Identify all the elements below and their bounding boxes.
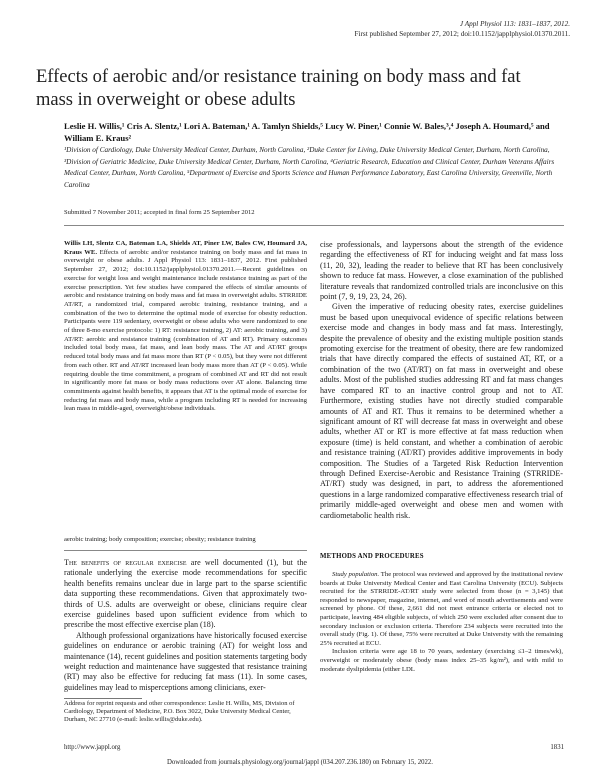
article-title: Effects of aerobic and/or resistance training on body mass and fat mass in overweight or obese adults — [36, 67, 521, 110]
correspondence-footnote: Address for reprint requests and other correspondence: Leslie H. Willis, MS, Division of Cardiology, Department of Medicine, P.O. Box 3022, Duke University Medical Center, Durham, NC 27710 (e-mail: leslie.willis@duke.edu). — [64, 700, 295, 724]
abstract-text: Recent guidelines on exercise for weight loss and weight maintenance include resistance training as part of the exercise prescription. Yet few studies have compared the effects of similar amounts of aerobic and resistance training on body mass and fat mass in overweight adults. STRRIDE AT/RT, a randomized trial, compared aerobic training, resistance training, and a combination of the two to determine the optimal mode of exercise for obesity reduction. Participants were 119 sedentary, overweight or obese adults who were randomized to one of three 8-mo exercise protocols: 1) RT: resistance training, 2) AT: aerobic training, and 3) AT/RT: aerobic and resistance training (combination of AT and RT). Primary outcomes included total body mass, fat mass, and lean body mass. The AT and AT/RT groups reduced total body mass and fat mass more than RT (P < 0.05), but they were not different from each other. RT and AT/RT increased lean body mass more than AT (P < 0.05). While requiring double the time commitment, a program of combined AT and RT did not result in significantly more fat mass or body mass reductions over AT alone. Balancing time commitments against health benefits, it appears that AT is the optimal mode of exercise for reducing fat mass and body mass, while a program including RT is needed for increasing lean mass in middle-aged, overweight/obese individuals. — [64, 266, 307, 413]
running-header — [355, 19, 570, 39]
abstract — [64, 240, 307, 414]
methods-heading: METHODS AND PROCEDURES — [320, 553, 424, 560]
methods-section — [320, 571, 563, 674]
study-population-heading: Study population. — [332, 571, 380, 578]
keywords: aerobic training; body composition; exercise; obesity; resistance training — [64, 536, 256, 543]
published-line: First published September 27, 2012; doi:10.1152/japplphysiol.01370.2011. — [354, 30, 570, 38]
page-number: 1831 — [550, 744, 564, 751]
journal-url[interactable]: http://www.jappl.org — [64, 744, 121, 751]
abstract-citation-authors: Willis LH, Slentz CA, Bateman LA, Shields AT, Piner LW, Bales CW, Houmard JA, Kraus WE. — [64, 240, 307, 256]
footnote-divider — [64, 698, 142, 699]
download-notice: Downloaded from journals.physiology.org/journal/jappl (034.207.236.180) on February 15, 2022. — [167, 759, 433, 766]
journal-citation: J Appl Physiol 113: 1831–1837, 2012. — [459, 20, 570, 28]
intro-paragraph-2: Although professional organizations have historically focused exercise guidelines on endurance or aerobic training (AT) for weight loss and maintenance (14), recent guidelines and position statements targeting body weight reduction and maintenance have suggested that resistance training (RT) may also be effective for reducing fat mass (11). In some cases, guidelines may lead to misperceptions among clinicians, exer- — [64, 630, 307, 692]
header-divider — [64, 225, 564, 226]
intro-paragraph-3: cise professionals, and laypersons about the strength of the evidence regarding the effectiveness of RT for inducing weight and fat mass loss (11, 20, 32), leading the reader to believe that RT has been conclusively shown to reduce fat mass. However, a close examination of the published literature reveals that randomized controlled trials are inconclusive on this point (7, 9, 19, 23, 24, 26). — [320, 240, 563, 302]
methods-paragraph-2: Inclusion criteria were age 18 to 70 years, sedentary (exercising ≤1–2 times/wk), overweight or moderately obese (body mass index 25–35 kg/m²), and with mild to moderate dyslipidemia (either LDL — [320, 648, 563, 673]
intro-lead: The benefits of regular exercise — [64, 558, 187, 567]
intro-paragraph-1: are well documented (1), but the rationale underlying the exercise mode recommendations for specific health benefits remains unclear due in large part to the sparse scientific data supporting these recommendations. Given that approximately two-thirds of U.S. adults are overweight or obese, clinicians require clear exercise guidelines based upon sufficient evidence from which to prescribe the most effective exercise plan (18). — [64, 558, 307, 630]
author-list: Leslie H. Willis,¹ Cris A. Slentz,¹ Lori A. Bateman,¹ A. Tamlyn Shields,⁵ Lucy W. Piner,¹ Connie W. Bales,³,⁴ Joseph A. Houmard,⁵ and William E. Kraus² — [64, 121, 550, 143]
methods-paragraph-1: The protocol was reviewed and approved by the institutional review boards at Duke University Medical Center and East Carolina University (ECU). Subjects recruited for the STRRIDE-AT/RT study were selected from those (n = 3,145) that responded to newspaper, magazine, internet, and word of mouth advertisements and were screened by phone. Of these, 2,661 did not meet entrance criteria or elected not to participate, leaving 484 eligible subjects, of which 250 were excluded after consent due to secondary inclusion or exclusion criteria. Therefore 234 subjects were recruited into the overall study (Fig. 1). Of these, 75% were recruited at Duke University with the remaining 25% recruited at ECU. — [320, 571, 564, 647]
intro-right-column — [320, 240, 563, 521]
intro-left-column — [64, 558, 307, 693]
affiliations: ¹Division of Cardiology, Duke University Medical Center, Durham, North Carolina, ²Duke Center for Living, Duke University Medical Center, Durham, North Carolina, ³Division of Geriatric Medicine, Duke University Medical Center, Durham, North Carolina, ⁴Geriatric Research, Education and Clinical Center, Durham Veterans Affairs Medical Center, Durham, North Carolina, ⁵Department of Exercise and Sports Science and Human Performance Laboratory, East Carolina University, Greenville, North Carolina — [64, 146, 555, 189]
submission-dates: Submitted 7 November 2011; accepted in final form 25 September 2012 — [64, 209, 255, 216]
intro-paragraph-4: Given the imperative of reducing obesity rates, exercise guidelines must be based upon unequivocal evidence of specific relations between exercise mode and changes in body mass and fat mass. Interestingly, despite the prevalence of obesity and the existing multiple position stands promoting exercise for the treatment of obesity, there are few randomized trials that have directly compared the effects of sustained AT, RT, or a combination of the two (AT/RT) on fat mass in overweight and obese adults. Most of the published studies addressing RT and fat mass changes have compared RT to an inactive control group and not to AT. Furthermore, existing studies have not directly studied comparable amounts of AT and RT. Thus it remains to be determined whether a significant amount of RT will decrease fat mass in overweight and obese adults, whether AT or RT is more effective at fat mass reduction when exposure (time) is held constant, and whether a combination of aerobic and resistance training (AT/RT) provides additive improvements in body composition. The Studies of a Targeted Risk Reduction Intervention through Defined Exercise-Aerobic and Resistance Training (STRRIDE-AT/RT) study was designed, in part, to address the aforementioned questions in a large randomized comparative effectiveness research trial of primarily middle-aged overweight and obese men and women with cardiometabolic health risk. — [320, 302, 563, 520]
abstract-divider — [64, 550, 307, 551]
abstract-citation: Effects of aerobic and/or resistance training on body mass and fat mass in overweight or obese adults. J Appl Physiol 113: 1831–1837, 2012. First published September 27, 2012; doi:10.1152/japplphysiol.01370.2011.— — [64, 248, 307, 274]
